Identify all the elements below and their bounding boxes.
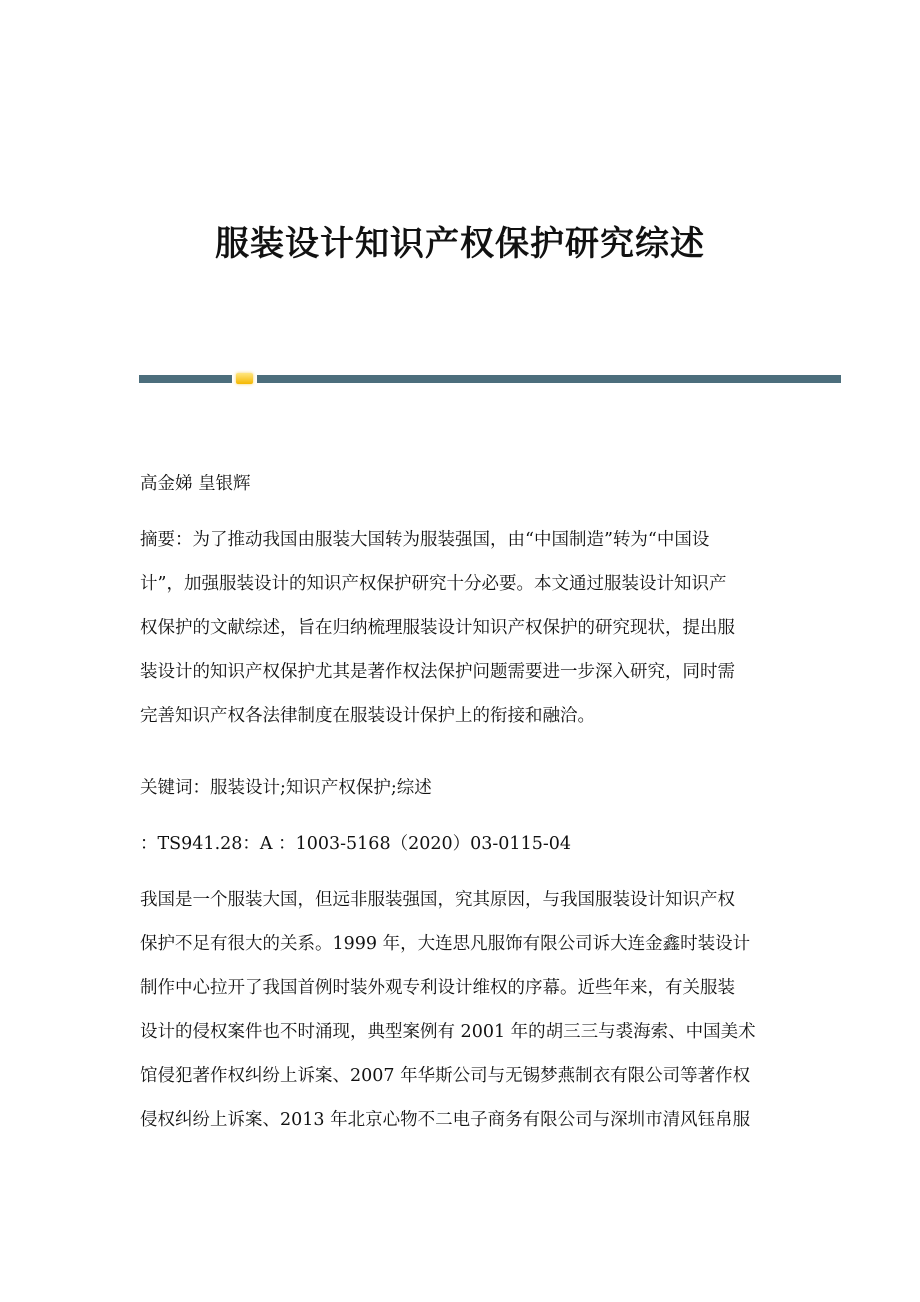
abstract-line: 计”，加强服装设计的知识产权保护研究十分必要。本文通过服装设计知识产 [140, 574, 727, 594]
body-line: 我国是一个服装大国，但远非服装强国，究其原因，与我国服装设计知识产权 [140, 890, 735, 910]
divider-ornament-icon [236, 373, 253, 384]
abstract-line: 摘要：为了推动我国由服装大国转为服装强国，由“中国制造”转为“中国设 [140, 530, 710, 550]
classification-codes: ：TS941.28：A ：1003-5168（2020）03-0115-04 [140, 834, 572, 854]
abstract-line: 完善知识产权各法律制度在服装设计保护上的衔接和融洽。 [140, 706, 595, 726]
authors: 高金娣 皇银辉 [140, 474, 251, 494]
divider-left [139, 375, 232, 383]
body-line: 保护不足有很大的关系。1999 年，大连思凡服饰有限公司诉大连金鑫时装设计 [140, 934, 751, 954]
keywords: 关键词：服装设计;知识产权保护;综述 [140, 778, 432, 798]
body-line: 设计的侵权案件也不时涌现，典型案例有 2001 年的胡三三与裘海索、中国美术 [140, 1022, 756, 1042]
body-line: 制作中心拉开了我国首例时装外观专利设计维权的序幕。近些年来，有关服装 [140, 978, 735, 998]
document-title: 服装设计知识产权保护研究综述 [215, 224, 705, 264]
body-line: 馆侵犯著作权纠纷上诉案、2007 年华斯公司与无锡梦燕制衣有限公司等著作权 [140, 1066, 751, 1086]
abstract-line: 装设计的知识产权保护尤其是著作权法保护问题需要进一步深入研究，同时需 [140, 662, 735, 682]
abstract-line: 权保护的文献综述，旨在归纳梳理服装设计知识产权保护的研究现状，提出服 [140, 618, 735, 638]
divider-right [257, 375, 841, 383]
body-line: 侵权纠纷上诉案、2013 年北京心物不二电子商务有限公司与深圳市清风钰帛服 [140, 1110, 751, 1130]
